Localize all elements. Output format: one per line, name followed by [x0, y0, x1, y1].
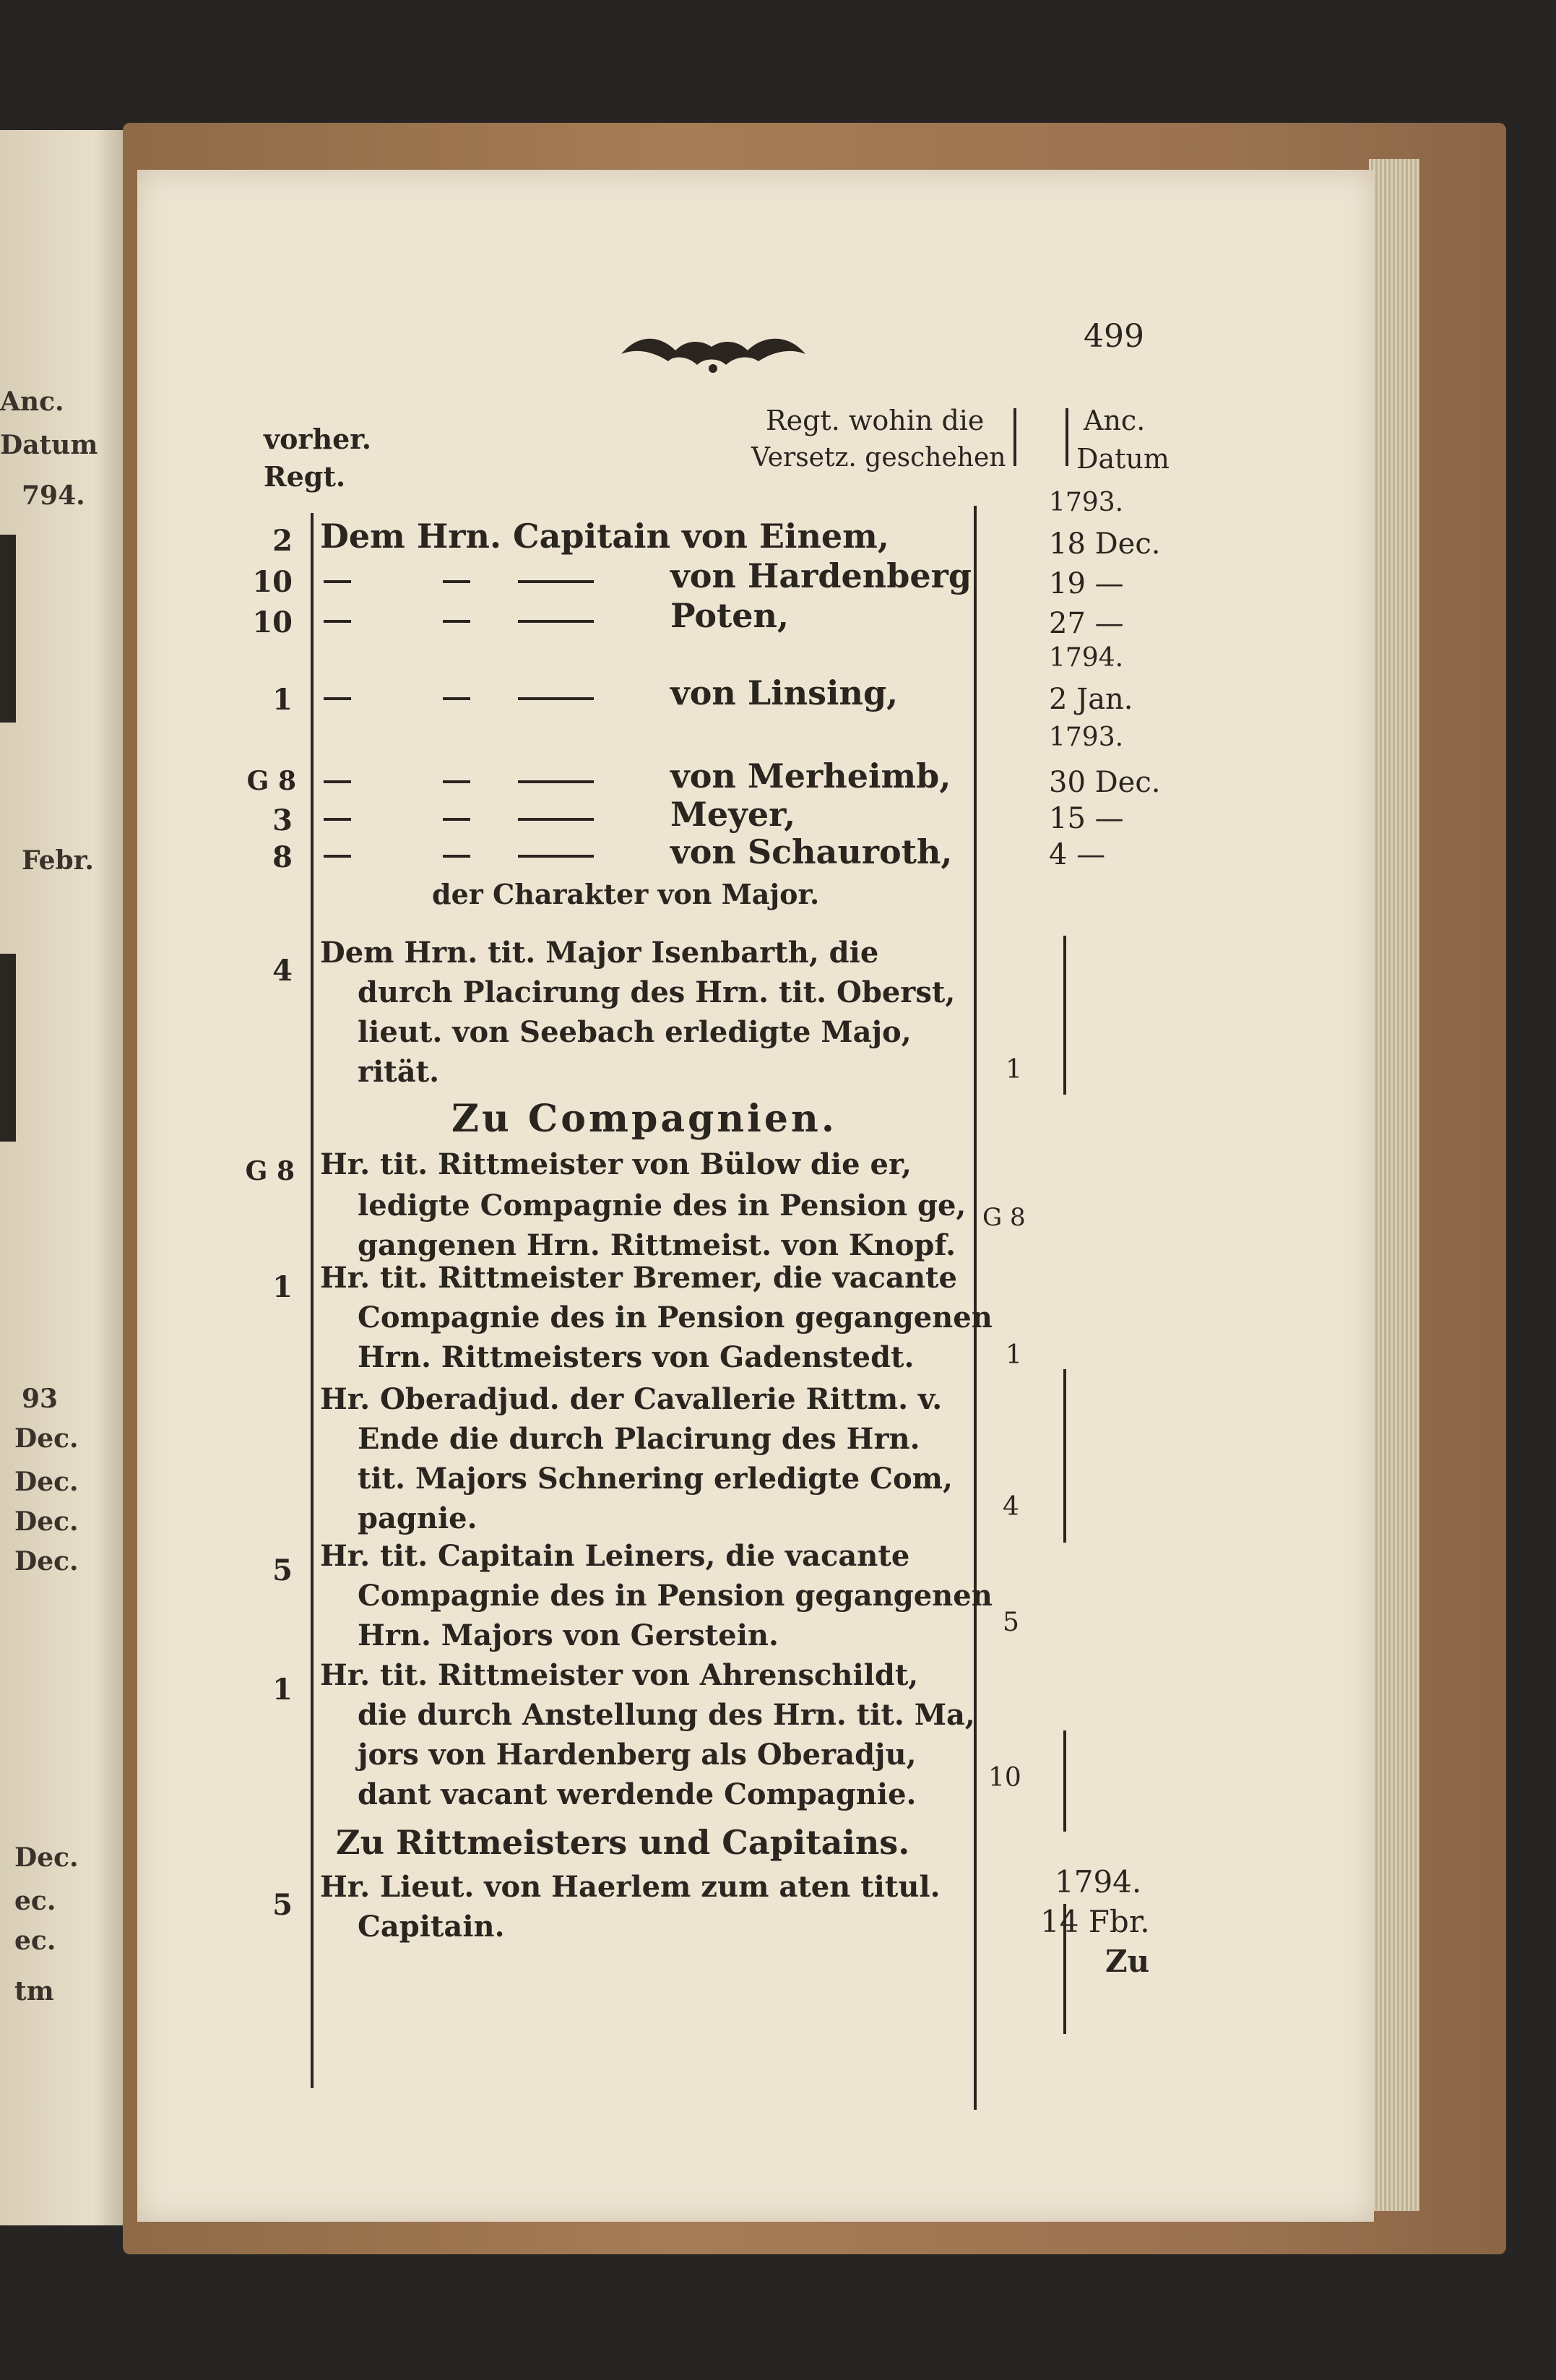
- ditto-dash: [324, 580, 351, 583]
- entry-text: Hrn. Majors von Gerstein.: [358, 1618, 779, 1652]
- ditto-dash: [324, 818, 351, 821]
- ditto-dash: [443, 780, 470, 783]
- left-page-shadow: [0, 535, 16, 723]
- entry-text: von Schauroth,: [670, 832, 953, 871]
- entry-date: 2 Jan.: [1049, 683, 1133, 716]
- entry-text: rität.: [358, 1055, 440, 1089]
- entry-text: Hr. Lieut. von Haerlem zum aten titul.: [320, 1870, 941, 1904]
- left-margin-fragment: Dec.: [14, 1506, 79, 1537]
- entry-text: Compagnie des in Pension gegangenen: [358, 1579, 993, 1613]
- entry-text: Dem Hrn. Capitain von Einem,: [320, 517, 889, 556]
- section-heading: Zu Rittmeisters und Capitains.: [336, 1823, 910, 1862]
- from-regiment: 1: [272, 683, 293, 717]
- ditto-dash: [324, 697, 351, 700]
- left-margin-fragment: tm: [14, 1976, 54, 2006]
- entry-text: lieut. von Seebach erledigte Majo,: [358, 1015, 912, 1049]
- header-anc: Anc.: [1084, 405, 1146, 436]
- ditto-dash: [324, 855, 351, 858]
- from-regiment: 4: [272, 954, 293, 988]
- entry-text: von Linsing,: [670, 673, 899, 712]
- to-regiment: 5: [1003, 1608, 1019, 1637]
- year-marker: 1793.: [1049, 723, 1124, 752]
- left-margin-fragment: ec.: [14, 1886, 56, 1916]
- year-marker: 1794.: [1049, 643, 1124, 673]
- entry-text: Hr. tit. Rittmeister von Bülow die er,: [320, 1147, 912, 1181]
- ditto-dash: [518, 780, 594, 783]
- page-number: 499: [1084, 318, 1144, 355]
- left-margin-fragment: Febr.: [22, 845, 94, 876]
- entry-text: Meyer,: [670, 795, 796, 834]
- left-margin-fragment: Dec.: [14, 1467, 79, 1497]
- ditto-dash: [443, 697, 470, 700]
- page: [137, 170, 1374, 2222]
- header-regt-wohin: Regt. wohin die: [766, 405, 985, 436]
- header-versetz: Versetz. geschehen: [751, 443, 1006, 473]
- entry-text: gangenen Hrn. Rittmeist. von Knopf.: [358, 1228, 956, 1262]
- to-regiment: 1: [1006, 1340, 1022, 1370]
- ditto-dash: [443, 818, 470, 821]
- from-regiment: 8: [272, 840, 293, 874]
- header-vorher: vorher.: [264, 423, 372, 455]
- from-regiment: 1: [272, 1270, 293, 1304]
- header-datum: Datum: [1076, 443, 1170, 475]
- from-regiment: 10: [252, 565, 293, 599]
- from-regiment: 1: [272, 1673, 293, 1707]
- catchword: Zu: [1105, 1944, 1150, 1979]
- left-margin-fragment: ec.: [14, 1926, 56, 1956]
- entry-date: 30 Dec.: [1049, 766, 1161, 799]
- from-regiment: 5: [272, 1888, 293, 1922]
- entry-text: dant vacant werdende Compagnie.: [358, 1777, 917, 1811]
- entry-text: ledigte Compagnie des in Pension ge,: [358, 1189, 967, 1223]
- entry-text: von Hardenberg: [670, 556, 972, 595]
- ditto-dash: [518, 620, 594, 623]
- ditto-dash: [518, 855, 594, 858]
- year-marker: 1794.: [1055, 1864, 1142, 1900]
- ditto-dash: [324, 780, 351, 783]
- to-regiment: G 8: [982, 1203, 1026, 1232]
- to-regiment: 4: [1003, 1492, 1019, 1522]
- ditto-dash: [443, 620, 470, 623]
- entry-date: 15 —: [1049, 802, 1124, 835]
- charakter-line: der Charakter von Major.: [432, 878, 820, 910]
- ditto-dash: [443, 855, 470, 858]
- column-rule-header: [1066, 408, 1068, 466]
- to-regiment: 10: [988, 1763, 1021, 1793]
- left-margin-fragment: 93: [22, 1384, 59, 1414]
- ditto-dash: [324, 620, 351, 623]
- entry-text: durch Placirung des Hrn. tit. Oberst,: [358, 975, 956, 1009]
- entry-text: jors von Hardenberg als Oberadju,: [358, 1738, 917, 1772]
- left-margin-fragment: Dec.: [14, 1423, 79, 1454]
- entry-text: Ende die durch Placirung des Hrn.: [358, 1422, 920, 1456]
- entry-text: pagnie.: [358, 1501, 477, 1535]
- left-margin-fragment: Dec.: [14, 1842, 79, 1873]
- from-regiment: 2: [272, 524, 293, 558]
- year-marker: 1793.: [1049, 488, 1124, 517]
- entry-text: Dem Hrn. tit. Major Isenbarth, die: [320, 936, 879, 970]
- entry-text: Hr. Oberadjud. der Cavallerie Rittm. v.: [320, 1382, 943, 1416]
- from-regiment: 3: [272, 803, 293, 837]
- page-edges: [1369, 159, 1419, 2211]
- entry-text: Hr. tit. Rittmeister Bremer, die vacante: [320, 1261, 957, 1295]
- entry-text: Capitain.: [358, 1910, 505, 1944]
- entry-date: 19 —: [1049, 567, 1124, 600]
- entry-date: 14 Fbr.: [1040, 1904, 1150, 1939]
- column-rule-date: [1063, 936, 1066, 1095]
- left-margin-fragment: Datum: [0, 430, 98, 460]
- section-heading: Zu Compagnien.: [451, 1097, 837, 1141]
- ditto-dash: [518, 580, 594, 583]
- entry-text: Poten,: [670, 596, 790, 635]
- entry-text: Compagnie des in Pension gegangenen: [358, 1301, 993, 1335]
- column-rule-left: [311, 513, 314, 2088]
- left-margin-fragment: Anc.: [0, 387, 64, 417]
- from-regiment: 10: [252, 605, 293, 639]
- entry-text: tit. Majors Schnering erledigte Com,: [358, 1462, 953, 1496]
- column-rule-date: [1063, 1730, 1066, 1832]
- ornament-icon: [618, 325, 809, 376]
- column-rule-date: [1063, 1369, 1066, 1543]
- entry-date: 4 —: [1049, 838, 1106, 871]
- left-margin-fragment: 794.: [22, 480, 85, 511]
- entry-text: von Merheimb,: [670, 756, 951, 796]
- entry-text: die durch Anstellung des Hrn. tit. Ma,: [358, 1698, 975, 1732]
- entry-date: 27 —: [1049, 607, 1124, 640]
- ditto-dash: [518, 818, 594, 821]
- entry-text: Hr. tit. Capitain Leiners, die vacante: [320, 1539, 910, 1573]
- entry-text: Hr. tit. Rittmeister von Ahrenschildt,: [320, 1658, 919, 1692]
- from-regiment: G 8: [246, 766, 296, 796]
- left-margin-fragment: Dec.: [14, 1546, 79, 1577]
- to-regiment: 1: [1006, 1055, 1022, 1085]
- entry-date: 18 Dec.: [1049, 527, 1161, 561]
- entry-text: Hrn. Rittmeisters von Gadenstedt.: [358, 1340, 915, 1374]
- ditto-dash: [443, 580, 470, 583]
- header-regt: Regt.: [264, 460, 346, 493]
- column-rule-header: [1013, 408, 1016, 466]
- ditto-dash: [518, 697, 594, 700]
- from-regiment: G 8: [245, 1156, 295, 1186]
- left-page-shadow: [0, 954, 16, 1142]
- from-regiment: 5: [272, 1553, 293, 1587]
